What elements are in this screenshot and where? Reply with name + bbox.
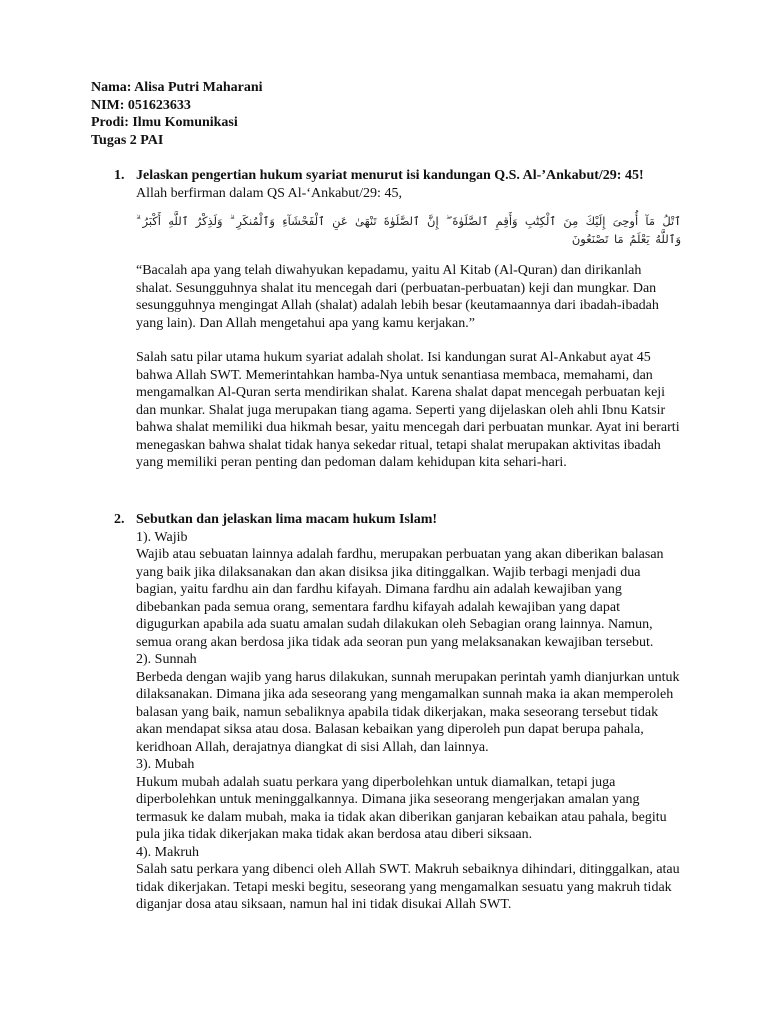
item-mubah-text: Hukum mubah adalah suatu perkara yang diperbolehkan untuk diamalkan, tetapi juga diperbolehkan untuk meninggalkannya. Dimana jika seseorang mengerjakan amalan yang termasuk ke dalam mubah, maka ia tidak akan diberikan ganjaran kebaikan atau pahala, begitu pula jika tidak dikerjakan maka tidak akan berdosa atau diberi siksaan.	[136, 774, 667, 842]
student-nim: NIM: 051623633	[91, 97, 191, 113]
verse-translation: “Bacalah apa yang telah diwahyukan kepadamu, yaitu Al Kitab (Al-Quran) dan dirikanlah shalat. Sesungguhnya shalat itu mencegah dari (perbuatan-perbuatan) keji dan mungkar. Dan sesungguhnya mengingat Allah (shalat) adalah lebih besar (keutamaannya dari ibadah-ibadah yang lain). Dan Allah mengetahui apa yang kamu kerjakan.”	[136, 263, 659, 331]
item-wajib-text: Wajib atau sebuatan lainnya adalah fardhu, merupakan perbuatan yang akan diberikan balasan yang baik jika dilaksanakan dan akan disiksa jika ditinggalkan. Wajib terbagi menjadi dua bagian, yaitu fardhu ain dan fardhu kifayah. Dimana fardhu ain adalah kewajiban yang dibebankan pada semua orang, sementara fardhu kifayah adalah kewajiban yang dapat digugurkan apabila ada suatu amalan sudah dilakukan oleh Sebagian orang lainnya. Namun, semua orang akan berdosa jika tidak ada seoran pun yang melaksanakan kewajiban tersebut.	[136, 547, 664, 650]
arabic-verse: ٱتْلُ مَآ أُوحِىَ إِلَيْكَ مِنَ ٱلْكِتَٰبِ وَأَقِمِ ٱلصَّلَوٰةَ ۖ إِنَّ ٱلصَّلَوٰةَ تَنْهَىٰ عَنِ ٱلْفَحْشَآءِ وَٱلْمُنكَرِ ۗ وَلَذِكْرُ ٱللَّهِ أَكْبَرُ ۗ وَٱللَّهُ يَعْلَمُ مَا تَصْنَعُونَ	[136, 214, 681, 246]
question-2-title: Sebutkan dan jelaskan lima macam hukum Islam!	[136, 512, 438, 527]
assignment-title: Tugas 2 PAI	[91, 132, 164, 148]
item-sunnah-text: Berbeda dengan wajib yang harus dilakukan, sunnah merupakan perintah yamh dianjurkan untuk dilaksanakan. Dimana jika ada seseorang yang mengamalkan sunnah maka ia akan memperoleh balasan yang baik, namun sebaliknya apabila tidak dikerjakan, maka seseorang tersebut tidak akan mendapat siksa atau dosa. Balasan kebaikan yang diperoleh pun dapat berupa pahala, keridhoan Allah, derajatnya diangkat di sisi Allah, dan lainnya.	[136, 669, 680, 755]
item-mubah-heading: 3). Mubah	[136, 757, 195, 772]
question-2-number: 2.	[114, 512, 125, 527]
item-makruh-text: Salah satu perkara yang dibenci oleh Allah SWT. Makruh sebaiknya dihindari, ditinggalkan, atau tidak dikerjakan. Tetapi meski begitu, seseorang yang mengamalkan sesuatu yang makruh tidak diganjar dosa atau siksaan, namun hal ini tidak disukai Allah SWT.	[136, 862, 680, 912]
question-1-number: 1.	[114, 168, 125, 183]
question-1-title: Jelaskan pengertian hukum syariat menurut isi kandungan Q.S. Al-’Ankabut/29: 45!	[136, 168, 644, 183]
item-makruh-heading: 4). Makruh	[136, 844, 199, 860]
student-info	[91, 79, 263, 149]
item-wajib-heading: 1). Wajib	[136, 529, 188, 545]
student-prodi: Prodi: Ilmu Komunikasi	[91, 115, 238, 130]
student-name: Nama: Alisa Putri Maharani	[91, 80, 263, 95]
question-2	[136, 511, 681, 914]
question-1	[136, 167, 681, 472]
item-sunnah-heading: 2). Sunnah	[136, 652, 197, 667]
question-1-intro: Allah berfirman dalam QS Al-‘Ankabut/29: 45,	[136, 185, 402, 201]
question-1-answer: Salah satu pilar utama hukum syariat adalah sholat. Isi kandungan surat Al-Ankabut ayat 45 bahwa Allah SWT. Memerintahkan hamba-Nya untuk senantiasa membaca, memahami, dan mengamalkan Al-Quran serta mendirikan shalat. Karena shalat dapat mencegah perbuatan keji dan munkar. Shalat juga merupakan tiang agama. Seperti yang dijelaskan oleh ahli Ibnu Katsir bahwa shalat memiliki dua hikmah besar, yaitu mencegah dari perbuatan munkar. Ayat ini berarti menegaskan bahwa shalat tidak hanya sekedar ritual, tetapi shalat merupakan aktivitas ibadah yang memiliki peran penting dan pedoman dalam kehidupan kita sehari-hari.	[136, 350, 680, 470]
